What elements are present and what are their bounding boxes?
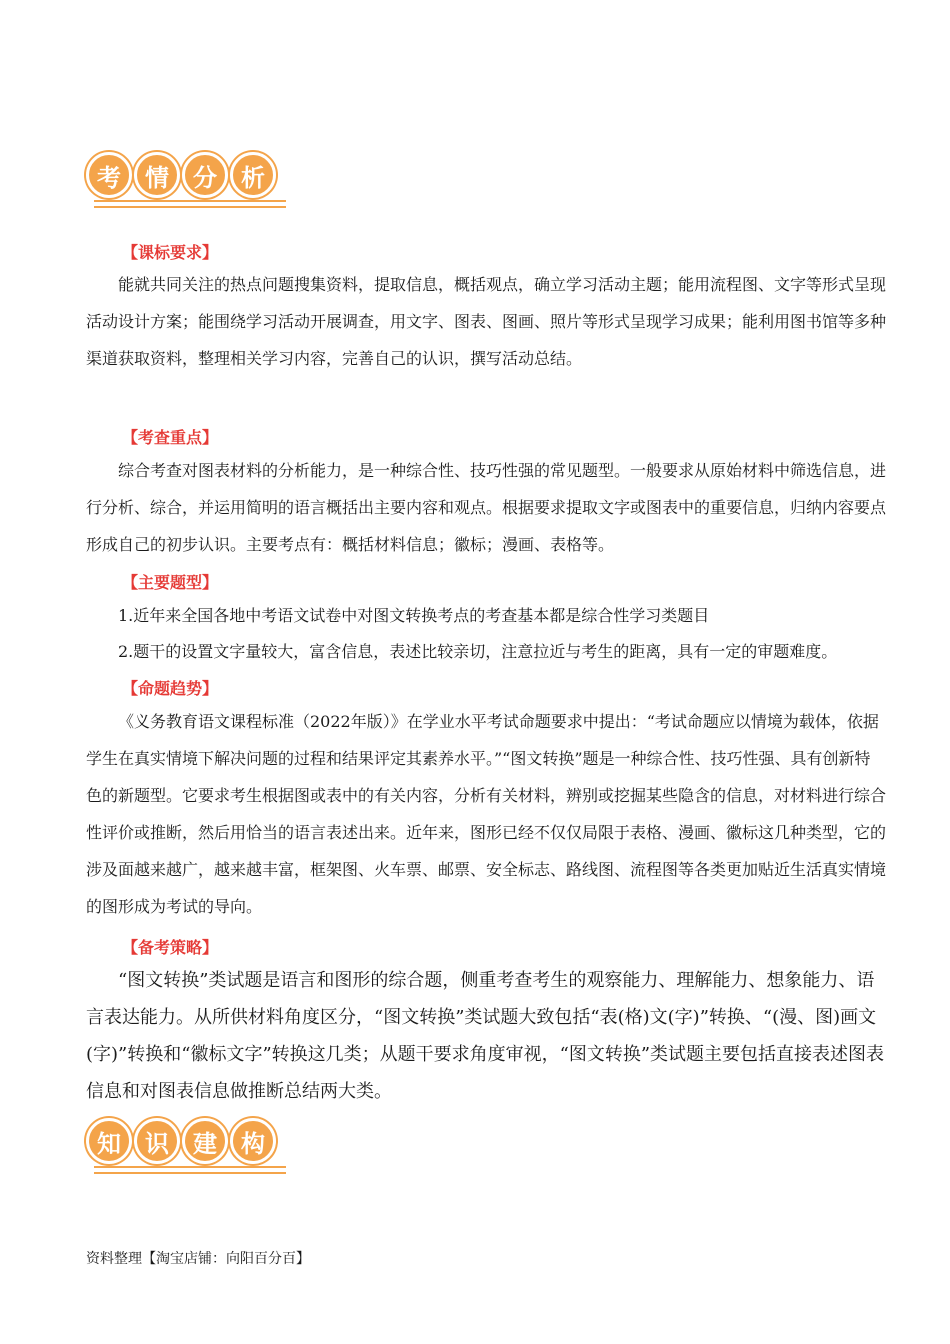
footer-credit: 资料整理【淘宝店铺：向阳百分百】 xyxy=(86,1251,310,1267)
banner-char: 知 xyxy=(86,1118,132,1164)
heading-focus: 【考查重点】 xyxy=(122,428,219,447)
banner-char: 构 xyxy=(230,1118,276,1164)
list-item: 1.近年来全国各地中考语文试卷中对图文转换考点的考查基本都是综合性学习类题目 xyxy=(118,606,710,625)
paragraph-curriculum: 能就共同关注的热点问题搜集资料，提取信息，概括观点，确立学习活动主题；能用流程图、文字等形式呈现活动设计方案；能围绕学习活动开展调查，用文字、图表、图画、照片等形式呈现学习成果；能利用图书馆等多种渠道获取资料，整理相关学习内容，完善自己的认识，撰写活动总结。 xyxy=(86,275,887,368)
paragraph-focus: 综合考查对图表材料的分析能力，是一种综合性、技巧性强的常见题型。一般要求从原始材料中筛选信息，进行分析、综合，并运用简明的语言概括出主要内容和观点。根据要求提取文字或图表中的重要信息，归纳内容要点形成自己的初步认识。主要考点有：概括材料信息；徽标；漫画、表格等。 xyxy=(86,461,887,554)
banner-char: 析 xyxy=(230,152,276,198)
heading-types: 【主要题型】 xyxy=(122,573,219,592)
heading-trend: 【命题趋势】 xyxy=(122,679,219,698)
banner-underline xyxy=(94,200,286,208)
list-item: 2.题干的设置文字量较大，富含信息，表述比较亲切，注意拉近与考生的距离，具有一定的审题难度。 xyxy=(118,642,838,661)
banner-char: 识 xyxy=(134,1118,180,1164)
section-banner-knowledge xyxy=(86,1118,278,1164)
banner-char: 情 xyxy=(134,152,180,198)
heading-curriculum: 【课标要求】 xyxy=(122,243,219,262)
paragraph-trend: 《义务教育语文课程标准（2022年版）》在学业水平考试命题要求中提出：“考试命题应以情境为载体，依据学生在真实情境下解决问题的过程和结果评定其素养水平。”“图文转换”题是一种综合性、技巧性强、具有创新特色的新题型。它要求考生根据图或表中的有关内容，分析有关材料，辨别或挖掘某些隐含的信息，对材料进行综合性评价或推断，然后用恰当的语言表述出来。近年来，图形已经不仅仅局限于表格、漫画、徽标这几种类型，它的涉及面越来越广，越来越丰富，框架图、火车票、邮票、安全标志、路线图、流程图等各类更加贴近生活真实情境的图形成为考试的导向。 xyxy=(86,712,887,916)
banner-char: 考 xyxy=(86,152,132,198)
section-banner-analysis xyxy=(86,152,278,198)
banner-char: 分 xyxy=(182,152,228,198)
heading-strategy: 【备考策略】 xyxy=(122,938,219,957)
banner-underline xyxy=(94,1166,286,1174)
banner-char: 建 xyxy=(182,1118,228,1164)
paragraph-strategy: “图文转换”类试题是语言和图形的综合题，侧重考查考生的观察能力、理解能力、想象能力、语言表达能力。从所供材料角度区分，“图文转换”类试题大致包括“表(格)文(字)”转换、“(漫、图)画文(字)”转换和“徽标文字”转换这几类；从题干要求角度审视，“图文转换”类试题主要包括直接表述图表信息和对图表信息做推断总结两大类。 xyxy=(86,970,885,1102)
